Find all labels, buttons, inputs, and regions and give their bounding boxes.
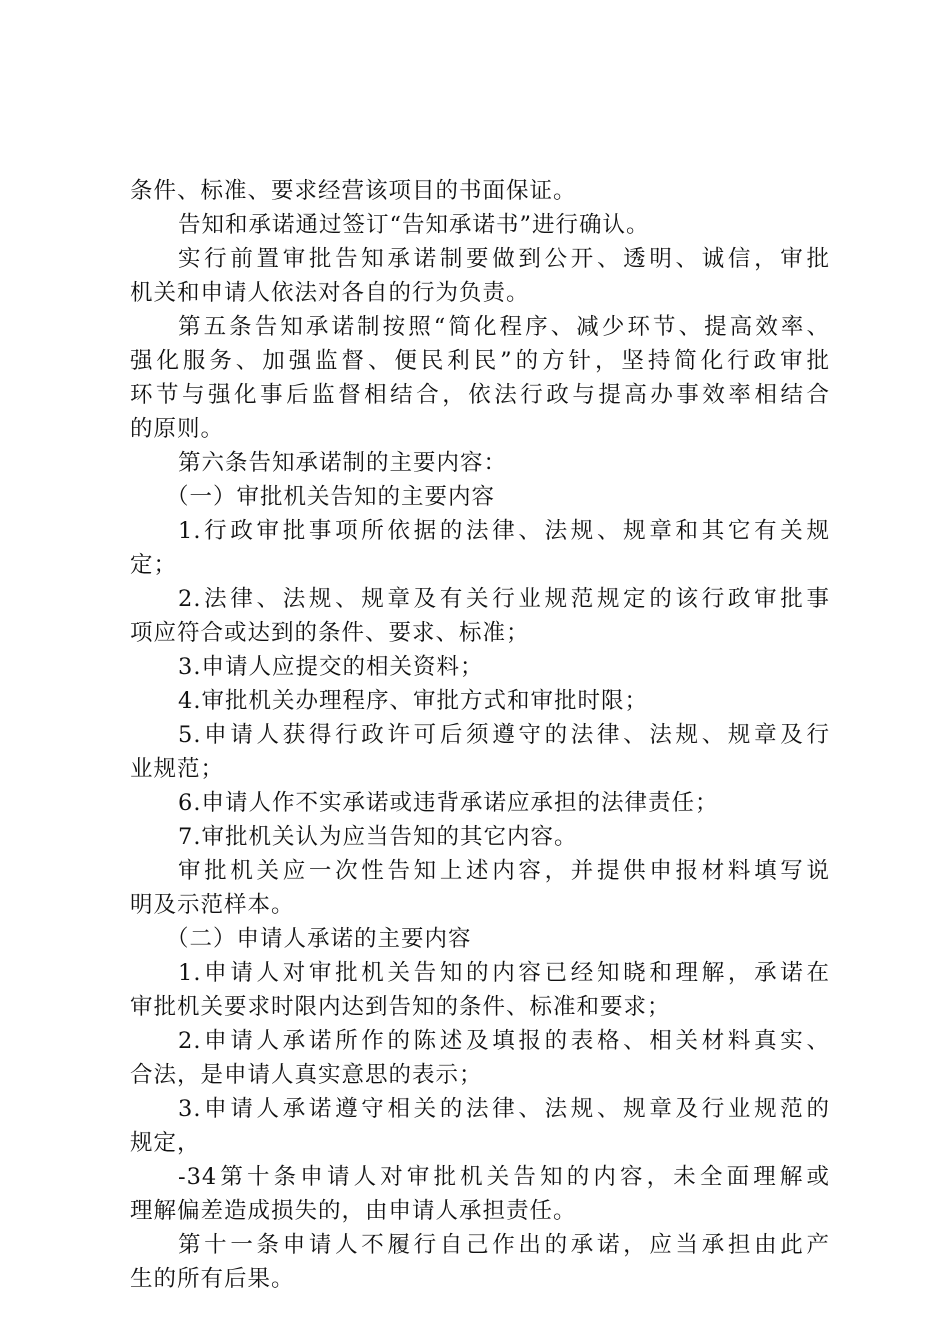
text-line: 3.申请人承诺遵守相关的法律、法规、规章及行业规范的 (178, 1096, 830, 1122)
text-line: 明及示范样本。 (130, 892, 295, 918)
text-line: 合法，是申请人真实意思的表示； (130, 1062, 483, 1088)
text-line: 3.申请人应提交的相关资料； (178, 654, 484, 680)
text-line: 机关和申请人依法对各自的行为负责。 (130, 280, 530, 306)
text-line: 强化服务、加强监督、便民利民”的方针，坚持简化行政审批 (130, 348, 830, 374)
text-line: 5.申请人获得行政许可后须遵守的法律、法规、规章及行 (178, 722, 830, 748)
text-line: 规定， (130, 1130, 201, 1156)
text-line: 条件、标准、要求经营该项目的书面保证。 (130, 178, 577, 204)
text-line: 1.行政审批事项所依据的法律、法规、规章和其它有关规 (178, 518, 830, 544)
text-line: 理解偏差造成损失的，由申请人承担责任。 (130, 1198, 577, 1224)
text-line: 环节与强化事后监督相结合，依法行政与提高办事效率相结合 (130, 382, 830, 408)
text-line: 业规范； (130, 756, 225, 782)
text-line: 的原则。 (130, 416, 225, 442)
text-line: 1.申请人对审批机关告知的内容已经知晓和理解，承诺在 (178, 960, 830, 986)
text-line: 项应符合或达到的条件、要求、标准； (130, 620, 530, 646)
text-line: 第十一条申请人不履行自己作出的承诺，应当承担由此产 (178, 1232, 830, 1258)
text-line: 第六条告知承诺制的主要内容： (178, 450, 508, 476)
text-line: 生的所有后果。 (130, 1266, 295, 1292)
text-line: 4.审批机关办理程序、审批方式和审批时限； (178, 688, 648, 714)
text-line: 7.审批机关认为应当告知的其它内容。 (178, 824, 578, 850)
text-line: 6.申请人作不实承诺或违背承诺应承担的法律责任； (178, 790, 719, 816)
text-line: 2.法律、法规、规章及有关行业规范规定的该行政审批事 (178, 586, 830, 612)
text-line: （二）申请人承诺的主要内容 (166, 926, 472, 952)
text-line: 审批机关应一次性告知上述内容，并提供申报材料填写说 (178, 858, 830, 884)
text-line: 定； (130, 552, 178, 578)
text-line: 审批机关要求时限内达到告知的条件、标准和要求； (130, 994, 671, 1020)
text-line: 2.申请人承诺所作的陈述及填报的表格、相关材料真实、 (178, 1028, 830, 1054)
text-line: 告知和承诺通过签订“告知承诺书”进行确认。 (178, 212, 650, 238)
text-line: -34第十条申请人对审批机关告知的内容，未全面理解或 (178, 1164, 830, 1190)
text-line: （一）审批机关告知的主要内容 (166, 484, 496, 510)
text-line: 第五条告知承诺制按照“简化程序、减少环节、提高效率、 (178, 314, 830, 340)
text-line: 实行前置审批告知承诺制要做到公开、透明、诚信，审批 (178, 246, 830, 272)
